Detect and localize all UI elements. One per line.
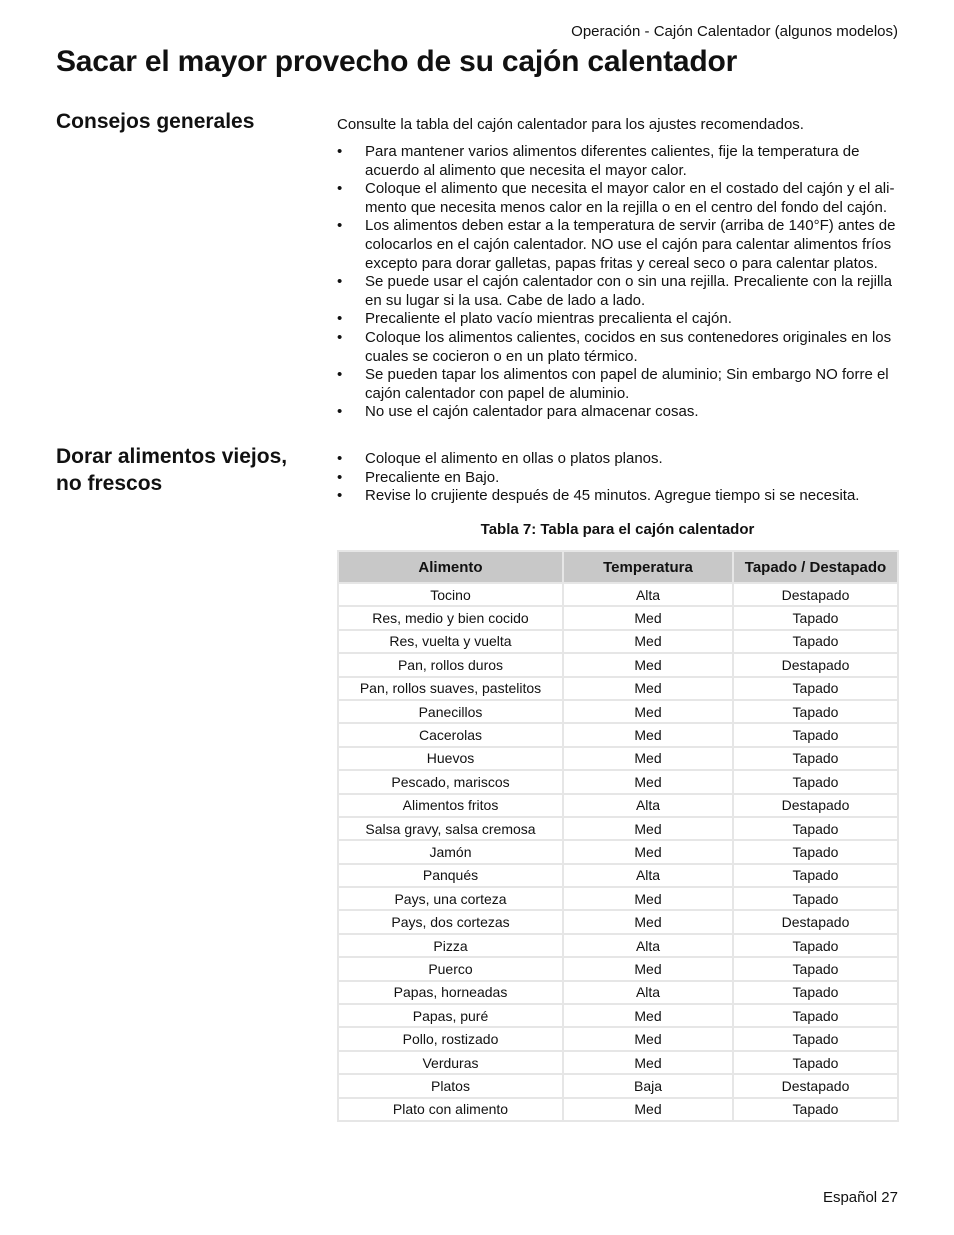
table-row bbox=[338, 630, 898, 653]
list-item bbox=[337, 469, 899, 488]
cell-food: Res, medio y bien cocido bbox=[338, 606, 563, 629]
cell-food: Pan, rollos duros bbox=[338, 653, 563, 676]
cell-temperature: Med bbox=[563, 1004, 733, 1027]
page-number: Español 27 bbox=[822, 1189, 898, 1206]
table-row bbox=[338, 981, 898, 1004]
cell-covered: Tapado bbox=[733, 957, 898, 980]
cell-covered: Tapado bbox=[733, 1004, 898, 1027]
bullet-icon: • bbox=[337, 366, 343, 384]
cell-temperature: Med bbox=[563, 817, 733, 840]
bullet-icon: • bbox=[337, 468, 343, 486]
cell-covered: Destapado bbox=[733, 910, 898, 933]
cell-food: Res, vuelta y vuelta bbox=[338, 630, 563, 653]
warming-drawer-table bbox=[337, 550, 899, 1122]
table-row bbox=[338, 677, 898, 700]
list-item bbox=[337, 366, 899, 403]
list-item bbox=[337, 310, 899, 329]
cell-food: Cacerolas bbox=[338, 723, 563, 746]
cell-food: Papas, horneadas bbox=[338, 981, 563, 1004]
list-item-text: Revise lo crujiente después de 45 minutos. Agregue tiempo si se necesita. bbox=[365, 487, 860, 505]
running-header: Operación - Cajón Calentador (algunos modelos) bbox=[571, 23, 898, 40]
bullet-icon: • bbox=[337, 180, 343, 198]
bullet-icon: • bbox=[337, 487, 343, 505]
column-header-covered: Tapado / Destapado bbox=[733, 551, 898, 583]
bullet-icon: • bbox=[337, 403, 343, 421]
cell-covered: Destapado bbox=[733, 653, 898, 676]
section-heading-crisp-stale-items: Dorar alimentos viejos, no frescos bbox=[56, 445, 288, 495]
list-item-text: Precaliente en Bajo. bbox=[365, 468, 500, 486]
cell-covered: Destapado bbox=[733, 1074, 898, 1097]
list-item-text: Se pueden tapar los alimentos con papel de aluminio; Sin embargo NO forre el cajón calentador con papel de aluminio. bbox=[365, 366, 889, 402]
cell-temperature: Med bbox=[563, 606, 733, 629]
table-row bbox=[338, 864, 898, 887]
cell-covered: Tapado bbox=[733, 606, 898, 629]
cell-food: Panqués bbox=[338, 864, 563, 887]
list-item bbox=[337, 450, 899, 469]
cell-food: Pescado, mariscos bbox=[338, 770, 563, 793]
cell-covered: Tapado bbox=[733, 817, 898, 840]
cell-temperature: Med bbox=[563, 840, 733, 863]
cell-food: Alimentos fritos bbox=[338, 794, 563, 817]
cell-covered: Tapado bbox=[733, 770, 898, 793]
cell-covered: Tapado bbox=[733, 1051, 898, 1074]
cell-covered: Tapado bbox=[733, 747, 898, 770]
table-body bbox=[338, 583, 898, 1121]
list-item bbox=[337, 273, 899, 310]
cell-food: Pays, una corteza bbox=[338, 887, 563, 910]
cell-covered: Tapado bbox=[733, 723, 898, 746]
cell-covered: Tapado bbox=[733, 1098, 898, 1121]
cell-covered: Tapado bbox=[733, 981, 898, 1004]
cell-temperature: Med bbox=[563, 747, 733, 770]
bullet-icon: • bbox=[337, 217, 343, 235]
list-item bbox=[337, 329, 899, 366]
cell-covered: Tapado bbox=[733, 934, 898, 957]
list-item-text: Precaliente el plato vacío mientras precalienta el cajón. bbox=[365, 310, 732, 328]
cell-food: Platos bbox=[338, 1074, 563, 1097]
cell-temperature: Med bbox=[563, 957, 733, 980]
list-item bbox=[337, 217, 899, 273]
crisp-stale-list bbox=[337, 450, 899, 506]
cell-temperature: Alta bbox=[563, 794, 733, 817]
table-caption: Tabla 7: Tabla para el cajón calentador bbox=[480, 521, 755, 538]
cell-covered: Tapado bbox=[733, 864, 898, 887]
table-row bbox=[338, 1098, 898, 1121]
table-row bbox=[338, 700, 898, 723]
cell-temperature: Med bbox=[563, 677, 733, 700]
cell-covered: Destapado bbox=[733, 583, 898, 606]
cell-food: Huevos bbox=[338, 747, 563, 770]
cell-temperature: Med bbox=[563, 653, 733, 676]
cell-food: Verduras bbox=[338, 1051, 563, 1074]
cell-covered: Tapado bbox=[733, 887, 898, 910]
cell-temperature: Med bbox=[563, 630, 733, 653]
list-item bbox=[337, 403, 899, 422]
table-row bbox=[338, 794, 898, 817]
table-row bbox=[338, 934, 898, 957]
list-item-text: Coloque el alimento en ollas o platos planos. bbox=[365, 450, 663, 467]
cell-food: Jamón bbox=[338, 840, 563, 863]
bullet-icon: • bbox=[337, 143, 343, 160]
cell-temperature: Alta bbox=[563, 864, 733, 887]
cell-temperature: Med bbox=[563, 1098, 733, 1121]
table-row bbox=[338, 1051, 898, 1074]
table-row bbox=[338, 840, 898, 863]
table-row bbox=[338, 723, 898, 746]
cell-temperature: Med bbox=[563, 700, 733, 723]
section-heading-general-tips: Consejos generales bbox=[56, 110, 255, 133]
list-item-text: Coloque los alimentos calientes, cocidos en sus contenedores originales en los cuales se cocieron o en un plato térmico. bbox=[365, 328, 892, 365]
cell-temperature: Med bbox=[563, 770, 733, 793]
list-item-text: Para mantener varios alimentos diferentes calientes, fije la temperatura de acuerdo al alimento que necesita el mayor calor. bbox=[365, 143, 860, 179]
cell-food: Pollo, rostizado bbox=[338, 1027, 563, 1050]
table-row bbox=[338, 583, 898, 606]
general-tips-list bbox=[337, 143, 899, 422]
cell-covered: Tapado bbox=[733, 677, 898, 700]
table-row bbox=[338, 817, 898, 840]
cell-covered: Destapado bbox=[733, 794, 898, 817]
cell-food: Tocino bbox=[338, 583, 563, 606]
cell-food: Plato con alimento bbox=[338, 1098, 563, 1121]
table-row bbox=[338, 957, 898, 980]
list-item bbox=[337, 143, 899, 180]
bullet-icon: • bbox=[337, 273, 343, 291]
bullet-icon: • bbox=[337, 450, 343, 467]
list-item bbox=[337, 487, 899, 506]
page-title: Sacar el mayor provecho de su cajón calentador bbox=[56, 45, 738, 78]
list-item bbox=[337, 180, 899, 217]
cell-covered: Tapado bbox=[733, 1027, 898, 1050]
cell-temperature: Baja bbox=[563, 1074, 733, 1097]
cell-covered: Tapado bbox=[733, 630, 898, 653]
table-row bbox=[338, 606, 898, 629]
cell-food: Puerco bbox=[338, 957, 563, 980]
list-item-text: Coloque el alimento que necesita el mayor calor en el costado del cajón y el ali- mento que necesita menos calor en la rejilla o en el centro del fondo del cajón. bbox=[365, 180, 895, 216]
cell-food: Pays, dos cortezas bbox=[338, 910, 563, 933]
cell-food: Salsa gravy, salsa cremosa bbox=[338, 817, 563, 840]
list-item-text: Se puede usar el cajón calentador con o sin una rejilla. Precaliente con la rejilla en su lugar si la usa. Cabe de lado a lado. bbox=[365, 273, 892, 309]
cell-temperature: Med bbox=[563, 1051, 733, 1074]
cell-food: Pizza bbox=[338, 934, 563, 957]
cell-covered: Tapado bbox=[733, 840, 898, 863]
cell-temperature: Alta bbox=[563, 934, 733, 957]
cell-covered: Tapado bbox=[733, 700, 898, 723]
cell-temperature: Med bbox=[563, 723, 733, 746]
table-row bbox=[338, 653, 898, 676]
column-header-temperature: Temperatura bbox=[563, 551, 733, 583]
cell-food: Papas, puré bbox=[338, 1004, 563, 1027]
bullet-icon: • bbox=[337, 310, 343, 328]
cell-temperature: Med bbox=[563, 1027, 733, 1050]
cell-temperature: Med bbox=[563, 887, 733, 910]
table-row bbox=[338, 747, 898, 770]
cell-food: Panecillos bbox=[338, 700, 563, 723]
table-row bbox=[338, 1027, 898, 1050]
cell-temperature: Med bbox=[563, 910, 733, 933]
table-header-row bbox=[338, 551, 898, 583]
table-row bbox=[338, 770, 898, 793]
cell-temperature: Alta bbox=[563, 981, 733, 1004]
bullet-icon: • bbox=[337, 328, 343, 346]
list-item-text: Los alimentos deben estar a la temperatura de servir (arriba de 140°F) antes de colocarlos en el cajón calentador. NO use el cajón para calentar alimentos fríos excepto para dorar galletas, papas fritas y cereal seco o para calentar platos. bbox=[365, 217, 896, 272]
table-row bbox=[338, 887, 898, 910]
table-row bbox=[338, 1074, 898, 1097]
column-header-food: Alimento bbox=[338, 551, 563, 583]
cell-food: Pan, rollos suaves, pastelitos bbox=[338, 677, 563, 700]
table-row bbox=[338, 910, 898, 933]
cell-temperature: Alta bbox=[563, 583, 733, 606]
list-item-text: No use el cajón calentador para almacenar cosas. bbox=[365, 403, 699, 421]
table-row bbox=[338, 1004, 898, 1027]
section-intro: Consulte la tabla del cajón calentador para los ajustes recomendados. bbox=[337, 116, 804, 133]
